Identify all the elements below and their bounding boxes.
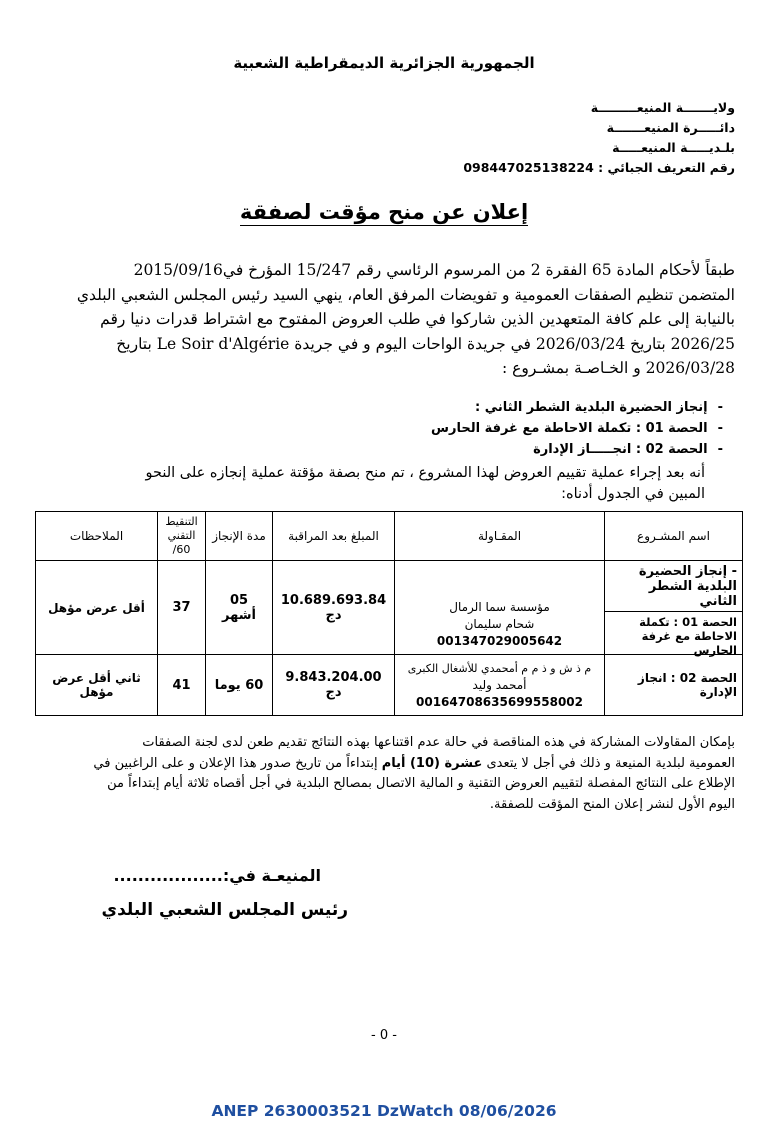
signatory-title: رئيس المجلس الشعبي البلدي <box>101 900 348 920</box>
contractor-name: م ذ ش و ذ م م أمحمدي للأشغال الكبرى <box>407 661 592 675</box>
table-header-row <box>36 512 743 561</box>
project-title: - إنجاز الحضيرة البلدية الشطر الثاني <box>605 561 742 612</box>
notice-title-text: إعلان عن منح مؤقت لصفقة <box>239 200 529 224</box>
intro-line: 2026/03/28 و الخـاصـة بمشـروع : <box>502 359 735 378</box>
award-table <box>35 511 743 716</box>
contractor-name: مؤسسة سما الرمال <box>449 600 550 614</box>
remarks-cell: ثاني أقل عرض مؤهل <box>36 655 158 716</box>
appeal-line: العمومية لبلدية المنيعة و ذلك في أجل لا يتعدى عشرة (10) أيام إبتداءاً من تاريخ صدور هذا الإعلان و على الراغبين في <box>93 755 735 771</box>
remarks-cell: أقل عرض مؤهل <box>36 561 158 655</box>
notice-title <box>0 200 768 224</box>
list-item: - إنجاز الحضيرة البلدية الشطر الثاني : <box>203 397 723 418</box>
result-paragraph <box>40 463 705 505</box>
appeal-line: الإطلاع على النتائج المفصلة لتقييم العروض التقنية و المالية الاتصال بمصالح البلدية في أجل أقصاه ثلاثة أيام إبتداءاً من <box>107 776 735 791</box>
bullet-dash: - <box>717 442 723 457</box>
contractor-cell <box>395 655 605 716</box>
header-remarks: الملاحظات <box>36 512 158 561</box>
signature-place: المنيعـة في:.................. <box>113 866 321 885</box>
contractor-id: 00134702900564​2 <box>436 634 563 648</box>
intro-paragraph <box>33 258 735 381</box>
project-items <box>203 397 723 460</box>
appeal-deadline: عشرة (10) أيام <box>381 755 483 771</box>
contractor-owner: أمحمد وليد <box>472 677 527 692</box>
list-item: - الحصة 01 : تكملة الاحاطة مع غرفة الحارس <box>203 418 723 439</box>
appeal-line: بإمكان المقاولات المشاركة في هذه المناقصة في حالة عدم اقتناعها بهذه النتائج تقديم طعن لدى لجنة الصفقات <box>142 735 735 750</box>
project-cell: الحصة 02 : انجاز الإدارة <box>605 655 743 716</box>
result-line: أنه بعد إجراء عملية تقييم العروض لهذا المشروع ، تم منح بصفة مؤقتة عملية إنجازه على النحو <box>145 465 705 481</box>
footer-reference: ANEP 2630003521 DzWatch 08/06/2026 <box>211 1102 557 1120</box>
duration-cell: 05 أشهر <box>206 561 273 655</box>
tax-id-line: رقم التعريف الجبائي : 098447025138224 <box>463 160 735 175</box>
amount-cell: 9.843.204.00 دج <box>273 655 395 716</box>
score-cell: 41 <box>158 655 206 716</box>
intro-line: طبقاً لأحكام المادة 65 الفقرة 2 من المرسوم الرئاسي رقم 15/247 المؤرخ في2015/09/16 <box>133 261 735 279</box>
header-duration: مدة الإنجاز <box>206 512 273 561</box>
project-cell <box>605 561 743 655</box>
bullet-dash: - <box>717 421 723 436</box>
appeal-paragraph <box>33 733 735 815</box>
contractor-id: 0016470863569955800​2 <box>416 694 583 709</box>
lot-name: الحصة 01 : تكملة الاحاطة مع غرفة الحارس <box>639 615 737 657</box>
appeal-line: اليوم الأول لنشر إعلان المنح المؤقت للصفقة. <box>489 796 735 812</box>
republic-heading: الجمهورية الجزائرية الديمقراطية الشعبية <box>233 54 535 72</box>
contractor-owner: شحام سليمان <box>464 617 535 631</box>
table-row <box>36 655 743 716</box>
duration-cell: 60 يوما <box>206 655 273 716</box>
commune-line: بلـديـــــة المنيعـــــة <box>612 140 735 155</box>
administration-block <box>415 98 735 178</box>
page-number: - 0 - <box>371 1028 397 1043</box>
header-contractor: المقـاولة <box>395 512 605 561</box>
list-item: - الحصة 02 : انجـــــاز الإدارة <box>203 439 723 460</box>
result-line: المبين في الجدول أدناه: <box>561 486 705 502</box>
intro-line: المتضمن تنظيم الصفقات العمومية و تفويضات المرفق العام، ينهي السيد رئيس المجلس الشعبي البلدي <box>76 285 735 304</box>
amount-cell: 10.689.693.84 دج <box>273 561 395 655</box>
score-cell: 37 <box>158 561 206 655</box>
daira-line: دائـــــرة المنيعـــــــة <box>606 120 735 135</box>
bullet-dash: - <box>717 400 723 415</box>
wilaya-line: ولايـــــــة المنيعـــــــــة <box>590 100 735 115</box>
header-amount: المبلغ بعد المراقبة <box>273 512 395 561</box>
intro-line: بالنيابة إلى علم كافة المتعهدين الذين شاركوا في طلب العروض المفتوح مع اشتراط قدرات دنيا رقم <box>100 310 735 329</box>
table-row <box>36 561 743 655</box>
header-project: اسم المشـروع <box>605 512 743 561</box>
header-score: التنقيط التقني 60/ <box>158 512 206 561</box>
contractor-cell <box>395 561 605 655</box>
intro-line: 2026/25 بتاريخ 2026/03/24 في جريدة الواحات اليوم و في جريدة Le Soir d'Algérie بتاريخ <box>116 334 735 353</box>
